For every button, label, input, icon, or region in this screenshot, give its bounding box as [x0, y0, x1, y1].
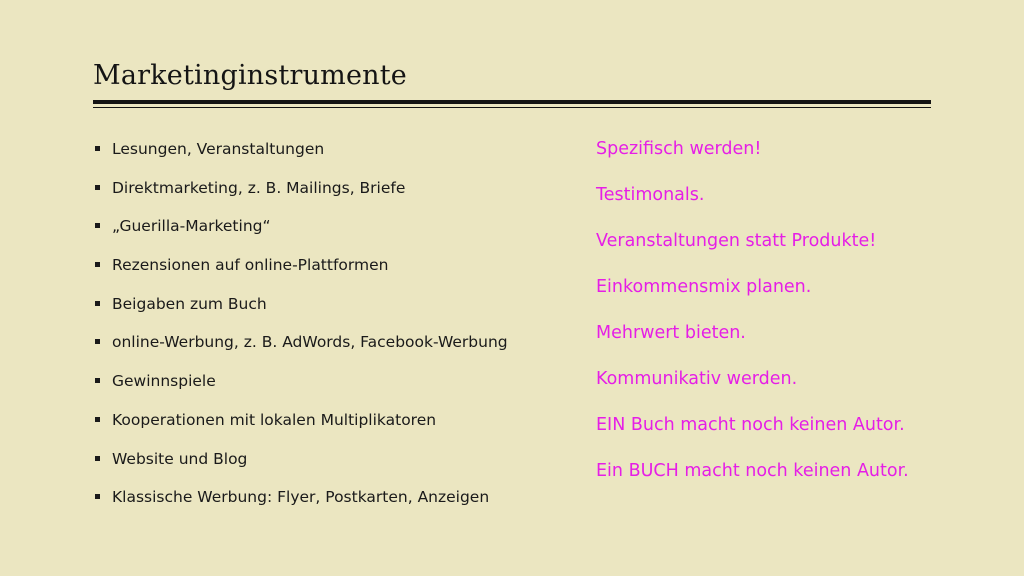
square-bullet-icon [95, 339, 100, 344]
slide-title: Marketinginstrumente [93, 60, 407, 91]
bullet-item [93, 137, 508, 176]
bullet-item [93, 292, 508, 331]
bullet-text: online-Werbung, z. B. AdWords, Facebook-Werbung [112, 333, 508, 352]
bullet-text: Klassische Werbung: Flyer, Postkarten, Anzeigen [112, 488, 490, 507]
square-bullet-icon [95, 262, 100, 267]
highlight-item: Mehrwert bieten. [596, 323, 746, 343]
square-bullet-icon [95, 185, 100, 190]
title-divider-thin [93, 107, 931, 108]
square-bullet-icon [95, 378, 100, 383]
square-bullet-icon [95, 146, 100, 151]
bullet-text: Gewinnspiele [112, 372, 216, 391]
highlight-list [596, 136, 909, 504]
bullet-text: Beigaben zum Buch [112, 294, 267, 313]
square-bullet-icon [95, 494, 100, 499]
square-bullet-icon [95, 417, 100, 422]
bullet-item [93, 214, 508, 253]
highlight-item: Testimonals. [596, 185, 705, 205]
bullet-text: Direktmarketing, z. B. Mailings, Briefe [112, 178, 406, 197]
bullet-item [93, 176, 508, 215]
bullet-text: Kooperationen mit lokalen Multiplikatoren [112, 410, 437, 429]
highlight-item: Ein BUCH macht noch keinen Autor. [596, 461, 909, 481]
title-divider-thick [93, 100, 931, 104]
highlight-item: Spezifisch werden! [596, 139, 762, 159]
highlight-item: Einkommensmix planen. [596, 277, 812, 297]
bullet-item [93, 369, 508, 408]
bullet-item [93, 330, 508, 369]
bullet-list [93, 137, 508, 524]
bullet-text: Website und Blog [112, 449, 248, 468]
bullet-item [93, 253, 508, 292]
bullet-item [93, 408, 508, 447]
bullet-text: Lesungen, Veranstaltungen [112, 140, 325, 158]
highlight-item: Veranstaltungen statt Produkte! [596, 231, 877, 251]
bullet-item [93, 447, 508, 486]
square-bullet-icon [95, 456, 100, 461]
square-bullet-icon [95, 301, 100, 306]
square-bullet-icon [95, 223, 100, 228]
highlight-item: EIN Buch macht noch keinen Autor. [596, 415, 905, 435]
bullet-item [93, 485, 508, 524]
highlight-item: Kommunikativ werden. [596, 369, 798, 389]
bullet-text: Rezensionen auf online-Plattformen [112, 256, 389, 275]
bullet-text: „Guerilla-Marketing“ [112, 217, 271, 236]
